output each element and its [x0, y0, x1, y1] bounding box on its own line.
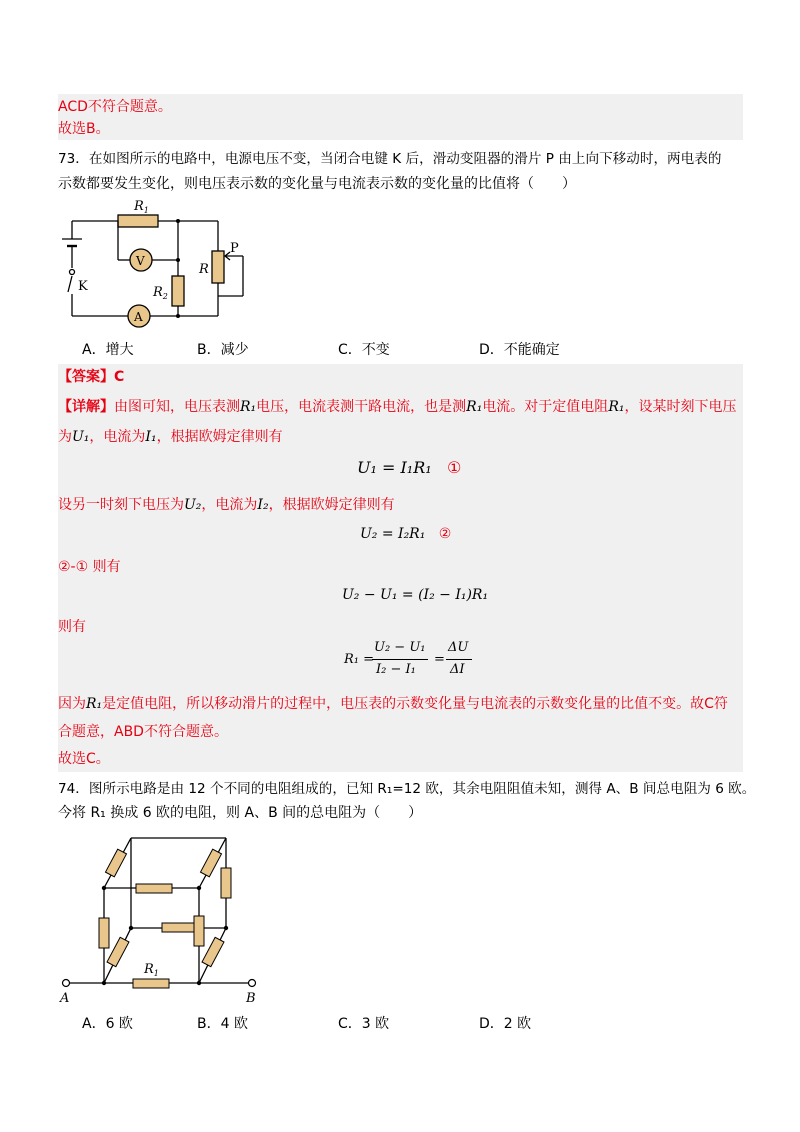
q73-label-a: A	[134, 310, 143, 324]
prev-answer-line1: ACD不符合题意。	[58, 99, 172, 115]
q73-circuit-diagram	[58, 196, 278, 331]
q73-option-a: A．增大	[82, 342, 134, 358]
answer73-line3: 设另一时刻下电压为U₂，电流为I₂，根据欧姆定律则有	[58, 497, 395, 513]
q73-label-p: P	[230, 241, 239, 256]
q73-label-v: V	[136, 254, 145, 268]
q73-option-c: C．不变	[338, 342, 390, 358]
q74-label-b: B	[246, 991, 256, 1006]
q73-stem-line1: 73．在如图所示的电路中，电源电压不变，当闭合电键 K 后，滑动变阻器的滑片 P 由上向下移动时，两电表的	[58, 151, 722, 167]
answer73-line4: ②-① 则有	[58, 559, 121, 575]
q74-stem-line2: 今将 R₁ 换成 6 欧的电阻，则 A、B 间的总电阻为（ ）	[58, 805, 423, 821]
answer73-detail-line2: 为U₁，电流为I₁，根据欧姆定律则有	[58, 429, 283, 445]
q74-label-r1: $R_1$	[144, 962, 159, 978]
q74-option-c: C．3 欧	[338, 1016, 390, 1032]
q73-label-r1: $R_1$	[134, 199, 149, 215]
answer73-line7: 合题意，ABD不符合题意。	[58, 724, 228, 740]
answer73-line5: 则有	[58, 619, 86, 635]
q74-stem-line1: 74．图所示电路是由 12 个不同的电阻组成的，已知 R₁=12 欧，其余电阻阻值未知，测得 A、B 间总电阻为 6 欧。	[58, 781, 756, 797]
answer73-line8: 故选C。	[58, 751, 110, 767]
q73-option-d: D．不能确定	[479, 342, 560, 358]
q74-option-a: A．6 欧	[82, 1016, 133, 1032]
q73-label-k: K	[78, 279, 88, 294]
answer73-eq1: U₁ = I₁R₁ ①	[357, 458, 462, 477]
q74-option-d: D．2 欧	[479, 1016, 532, 1032]
q73-option-b: B．减少	[197, 342, 249, 358]
prev-answer-line2: 故选B。	[58, 121, 110, 137]
q73-stem-line2: 示数都要发生变化，则电压表示数的变化量与电流表示数的变化量的比值将（ ）	[58, 176, 576, 192]
q74-circuit-diagram	[56, 828, 266, 1008]
q74-option-b: B．4 欧	[197, 1016, 248, 1032]
answer73-eq3: U₂ − U₁ = (I₂ − I₁)R₁	[342, 587, 489, 603]
answer73-answer: 【答案】C	[58, 369, 125, 385]
q74-label-a: A	[60, 991, 70, 1006]
q73-label-r2: $R_2$	[153, 285, 168, 301]
answer73-detail-line1: 【详解】由图可知，电压表测R₁电压，电流表测干路电流，也是测R₁电流。对于定值电阻R₁，设某时刻下电压	[58, 399, 737, 415]
answer73-line6: 因为R₁是定值电阻，所以移动滑片的过程中，电压表的示数变化量与电流表的示数变化量的比值不变。故C符	[58, 696, 728, 712]
answer73-eq2: U₂ = I₂R₁ ②	[360, 526, 452, 542]
q73-label-r: R	[199, 262, 209, 277]
